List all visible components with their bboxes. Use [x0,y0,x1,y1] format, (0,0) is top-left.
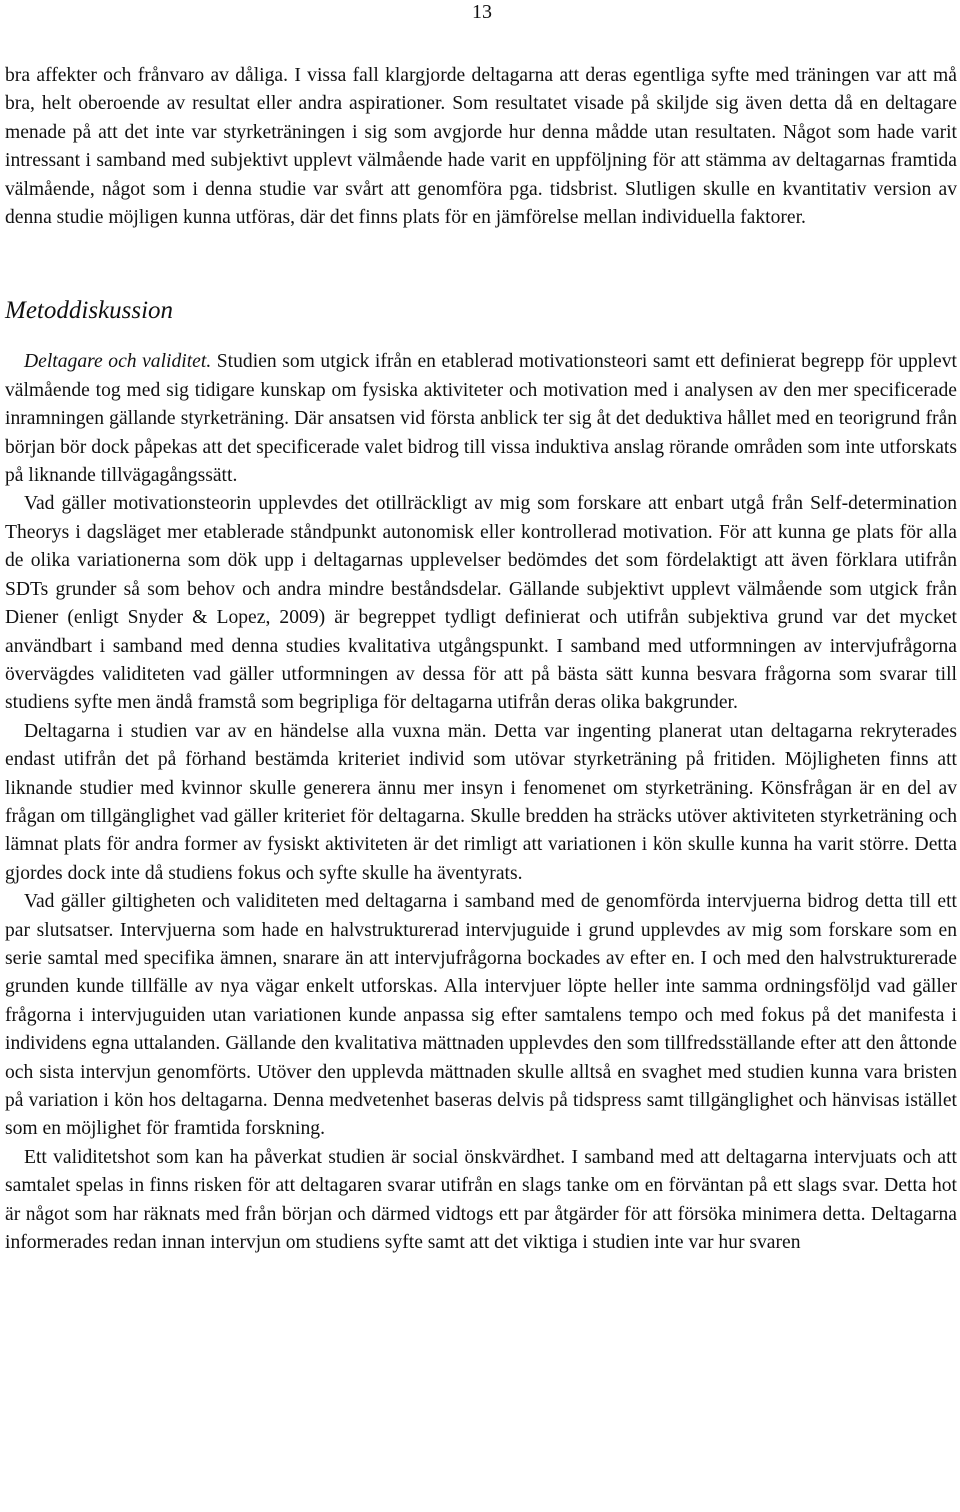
document-body [5,62,957,1257]
paragraph-validitetshot: Ett validitetshot som kan ha påverkat studien är social önskvärdhet. I samband med att deltagarna intervjuats och att samtalet spelas in finns risken för att deltagaren svarar utifrån en slags tanke om en förväntan på ett slags svar. Detta hot är något som har räknats med från början och därmed vidtogs ett par åtgärder för att försöka minimera detta. Deltagarna informerades redan innan intervjun om studiens syfte samt att det viktiga i studien inte var hur svaren [5,1146,957,1254]
section-heading: Metoddiskussion [5,297,174,325]
paragraph-deltagare-validitet [5,348,957,490]
page-number: 13 [472,1,492,23]
paragraph-continued: bra affekter och frånvaro av dåliga. I vissa fall klargjorde deltagarna att deras egentliga syfte med träningen var att må bra, helt oberoende av resultat eller andra aspirationer. Som resultatet visade på skiljde sig även detta då en deltagare menade på att det inte var styrketräningen i sig som avgjorde hur denna mådde utan resultaten. Något som hade varit intressant i samband med subjektivt upplevt välmående hade varit en uppföljning för att stämma av deltagarnas framtida välmående, något som i denna studie var svårt att genomföra pga. tidsbrist. Slutligen skulle en kvantitativ version av denna studie möjligen kunna utföras, där det finns plats för en jämförelse mellan individuella faktorer. [5,65,957,229]
subheading: Deltagare och validitet. [24,351,212,373]
paragraph-deltagarna: Deltagarna i studien var av en händelse alla vuxna män. Detta var ingenting planerat utan deltagarna rekryterades endast utifrån det på förhand bestämda kriteriet individ som utövar styrketräning på fritiden. Möjligheten finns att liknande studier med kvinnor skulle generera ännu mer insyn i fenomenet om styrketräning. Könsfrågan är en del av frågan om tillgänglighet vad gäller kriteriet för deltagarna. Skulle bredden ha sträcks utöver aktiviteten styrketräning och lämnat plats för andra former av fysiskt aktiviteten är det rimligt att variationen i kön skulle kunna ha varit större. Detta gjordes dock inte då studiens fokus och syfte skulle ha äventyrats. [5,720,957,884]
paragraph-giltighet: Vad gäller giltigheten och validiteten med deltagarna i samband med de genomförda intervjuerna bidrog detta till ett par slutsatser. Intervjuerna som hade en halvstrukturerad intervjuguide i grund upplevdes av mig som forskare som en serie samtal med specifika ämnen, snarare än att intervjufrågorna bockades av efter en. I och med den halvstrukturerade grunden kunde tillfälle av nya vägar enkelt utforskas. Alla intervjuer löpte heller inte samma ordningsföljd vad gäller frågorna i intervjuguiden utan variationen kunde anpassa sig efter samtalens tempo och med fokus på det manifesta i individens egna uttalanden. Gällande den kvalitativa mättnaden upplevdes den som tillfredsställande efter att den åttonde och sista intervjun genomförts. Utöver den upplevda mättnaden skulle alltså en svaghet med studien kunna vara bristen på variation i kön hos deltagarna. Denna medvetenhet baseras delvis på tidspress samt tillgänglighet och hänvisas istället som en möjlighet för framtida forskning. [5,891,957,1140]
paragraph-text: Studien som utgick ifrån en etablerad motivationsteori samt ett definierat begrepp för upplevt välmående tog med sig tidigare kunskap om fysiska aktiviteter och motivation med i analysen av den mer specificerade inramningen gällande styrketräning. Där ansatsen vid första anblick ter sig åt det deduktiva hållet med en teorigrund från början bör dock påpekas att det specificerade valet bidrog till vissa induktiva anslag rörande områden som inte utforskats på liknande tillvägagångssätt. [5,351,957,487]
paragraph-motivationsteori: Vad gäller motivationsteorin upplevdes det otillräckligt av mig som forskare att enbart utgå från Self-determination Theorys i dagsläget mer etablerade ståndpunkt autonomisk eller kontrollerad motivation. För att kunna ge plats för alla de olika variationerna som dök upp i deltagarnas upplevelser bedömdes det som fördelaktigt att även förklara utifrån SDTs grunder så som behov och andra mindre beståndsdelar. Gällande subjektivt upplevt välmående som utgick från Diener (enligt Snyder & Lopez, 2009) är begreppet tydligt definierat och utifrån subjektiva grund var det mycket användbart i samband med denna studies kvalitativa utgångspunkt. I samband med utformningen av intervjufrågorna övervägdes validiteten vad gäller utformningen av dessa för att på bästa sätt kunna besvara frågorna som svarar till studiens syfte men ändå framstå som begripliga för deltagarna utifrån deras olika bakgrunder. [5,493,957,714]
